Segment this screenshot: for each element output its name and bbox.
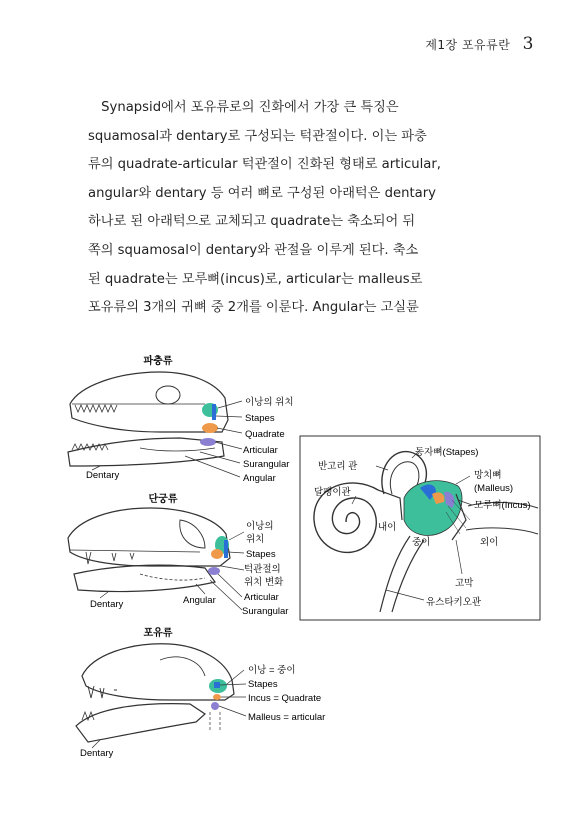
mammal-stapes-marker <box>214 682 220 688</box>
mammal-skull-diagram <box>76 627 325 759</box>
label-articular: Articular <box>244 592 279 603</box>
label-stapes: Stapes <box>248 679 278 690</box>
body-line: 된 quadrate는 모루뼈(incus)로, articular는 malleus로 <box>88 271 423 287</box>
label-malleus-line1: 망치뼈 <box>474 470 502 481</box>
label-inner-ear: 내이 <box>378 522 397 533</box>
body-line: Synapsid에서 포유류로의 진화에서 가장 큰 특징은 <box>88 100 399 115</box>
synapsid-quadrate-marker <box>211 549 223 559</box>
label-incus: Incus = Quadrate <box>248 693 322 704</box>
incus-marker <box>213 694 221 700</box>
body-line: angular와 dentary 등 여러 뼈로 구성된 아래턱은 dentary <box>88 185 436 201</box>
label-otic-position: 이낭의 위치 <box>245 397 294 408</box>
label-angular: Angular <box>243 473 276 484</box>
label-otic-line1: 이낭의 <box>246 521 274 532</box>
label-cochlea: 달팽이관 <box>314 487 351 498</box>
quadrate-marker <box>202 423 218 433</box>
body-line: 하나로 된 아래턱으로 교체되고 quadrate는 축소되어 뒤 <box>88 214 416 230</box>
label-stapes: Stapes <box>245 413 275 424</box>
body-line: squamosal과 dentary로 구성되는 턱관절이다. 이는 파충 <box>88 128 427 144</box>
page-number: 3 <box>522 34 534 54</box>
body-line: 쪽의 squamosal이 dentary와 관절을 이루게 된다. 축소 <box>88 242 419 258</box>
body-line: 포유류의 3개의 귀뼈 중 2개를 이룬다. Angular는 고실륜 <box>88 300 419 316</box>
stapes-marker <box>212 404 216 420</box>
label-quadrate: Quadrate <box>245 429 285 440</box>
label-otic-line2: 위치 <box>246 534 265 545</box>
label-surangular: Surangular <box>243 459 290 470</box>
label-eardrum: 고막 <box>455 578 474 589</box>
reptile-skull-diagram <box>68 354 294 484</box>
chapter-title: 제1장 포유류란 <box>425 38 511 52</box>
label-outer-ear: 외이 <box>480 537 499 548</box>
reptile-title: 파충류 <box>143 356 173 367</box>
ear-anatomy-diagram <box>300 436 540 620</box>
label-stapes: 등자뼈(Stapes) <box>415 447 479 458</box>
label-angular: Angular <box>183 595 216 606</box>
label-incus: 모루뼈(Incus) <box>474 500 531 511</box>
label-middle-ear: 중이 <box>412 537 431 548</box>
label-jaw-joint-line1: 턱관절의 <box>244 564 281 575</box>
label-semicircular-canal: 반고리 관 <box>318 461 358 472</box>
mammal-title: 포유류 <box>143 628 173 639</box>
malleus-marker <box>211 702 219 710</box>
label-malleus: Malleus = articular <box>248 712 326 723</box>
label-middle-ear: 이낭 = 중이 <box>248 665 296 676</box>
label-dentary: Dentary <box>90 599 124 610</box>
label-stapes: Stapes <box>246 549 276 560</box>
synapsid-stapes-marker <box>224 540 228 558</box>
label-jaw-joint-line2: 위치 변화 <box>244 577 284 588</box>
synapsid-skull-diagram <box>68 492 288 617</box>
label-surangular: Surangular <box>242 606 289 617</box>
synapsid-title: 단궁류 <box>148 494 178 505</box>
body-line: 류의 quadrate-articular 턱관절이 진화된 형태로 articular, <box>88 157 441 173</box>
label-articular: Articular <box>243 445 278 456</box>
label-dentary: Dentary <box>80 748 114 759</box>
label-malleus-line2: (Malleus) <box>474 483 514 494</box>
label-eustachian-tube: 유스타키오관 <box>426 597 482 608</box>
label-dentary: Dentary <box>86 470 120 481</box>
articular-marker <box>200 438 216 446</box>
